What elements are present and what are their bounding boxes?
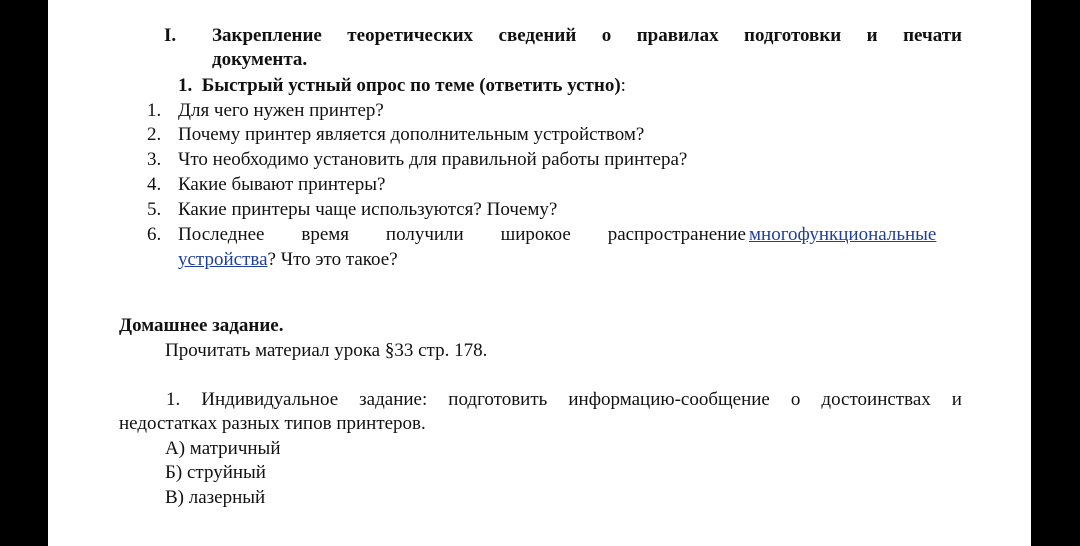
section-title-line1 <box>212 24 962 48</box>
task-word: Индивидуальное <box>201 389 339 410</box>
title-word: теоретических <box>347 25 474 46</box>
list-item <box>147 99 161 123</box>
printer-option: А) матричный <box>165 438 281 459</box>
printer-option: Б) струйный <box>165 462 266 483</box>
list-item <box>147 173 161 197</box>
list-item <box>147 198 161 222</box>
homework-task-line2: недостатках разных типов принтеров. <box>119 413 426 434</box>
mfd-link[interactable]: многофункциональные <box>749 224 937 245</box>
title-word: печати <box>903 25 962 46</box>
question-word: получили <box>385 224 464 245</box>
printer-option: В) лазерный <box>165 487 266 508</box>
subsection-heading <box>178 74 626 98</box>
title-word: Закрепление <box>212 25 322 46</box>
task-word: информацию-сообщение <box>568 389 770 410</box>
task-word: задание: <box>359 389 428 410</box>
mfd-link-continued[interactable]: устройства <box>178 249 268 270</box>
subsection-title: Быстрый устный опрос по теме (ответить устно) <box>201 75 621 96</box>
document-page <box>48 0 1031 546</box>
question-tail: ? Что это такое? <box>267 249 398 270</box>
title-word: правилах <box>636 25 719 46</box>
list-item-text: Какие бывают принтеры? <box>178 174 386 195</box>
list-number: 6. <box>147 224 162 245</box>
title-word: и <box>866 25 878 46</box>
list-item <box>147 123 161 147</box>
section-numeral: I. <box>164 25 177 46</box>
homework-task-line1 <box>166 388 962 412</box>
question-word: время <box>301 224 350 245</box>
list-item-text: Что необходимо установить для правильной работы принтера? <box>178 149 688 170</box>
list-item-text-line2 <box>178 248 398 272</box>
list-number: 5. <box>147 199 162 220</box>
list-item-text: Почему принтер является дополнительным устройством? <box>178 124 645 145</box>
question-word: Последнее <box>178 224 265 245</box>
list-number: 3. <box>147 149 162 170</box>
question-word: распространение <box>607 224 746 245</box>
list-number: 4. <box>147 174 162 195</box>
section-title-line2: документа. <box>212 49 308 70</box>
homework-heading: Домашнее задание. <box>119 315 284 336</box>
list-item-text-line1 <box>178 223 746 247</box>
list-item <box>147 223 161 247</box>
title-word: о <box>601 25 612 46</box>
task-word: о <box>790 389 801 410</box>
task-word: подготовить <box>448 389 548 410</box>
subsection-colon: : <box>620 75 626 96</box>
title-word: подготовки <box>744 25 842 46</box>
subsection-number: 1. <box>178 75 193 96</box>
list-item <box>147 148 161 172</box>
task-word: достоинствах <box>821 389 931 410</box>
list-number: 1. <box>147 100 162 121</box>
task-word: и <box>951 389 962 410</box>
title-word: сведений <box>498 25 577 46</box>
list-item-text: Для чего нужен принтер? <box>178 100 384 121</box>
question-word: широкое <box>500 224 571 245</box>
list-number: 2. <box>147 124 162 145</box>
list-item-text: Какие принтеры чаще используются? Почему? <box>178 199 558 220</box>
homework-reading: Прочитать материал урока §33 стр. 178. <box>165 340 488 361</box>
task-word: 1. <box>166 389 181 410</box>
